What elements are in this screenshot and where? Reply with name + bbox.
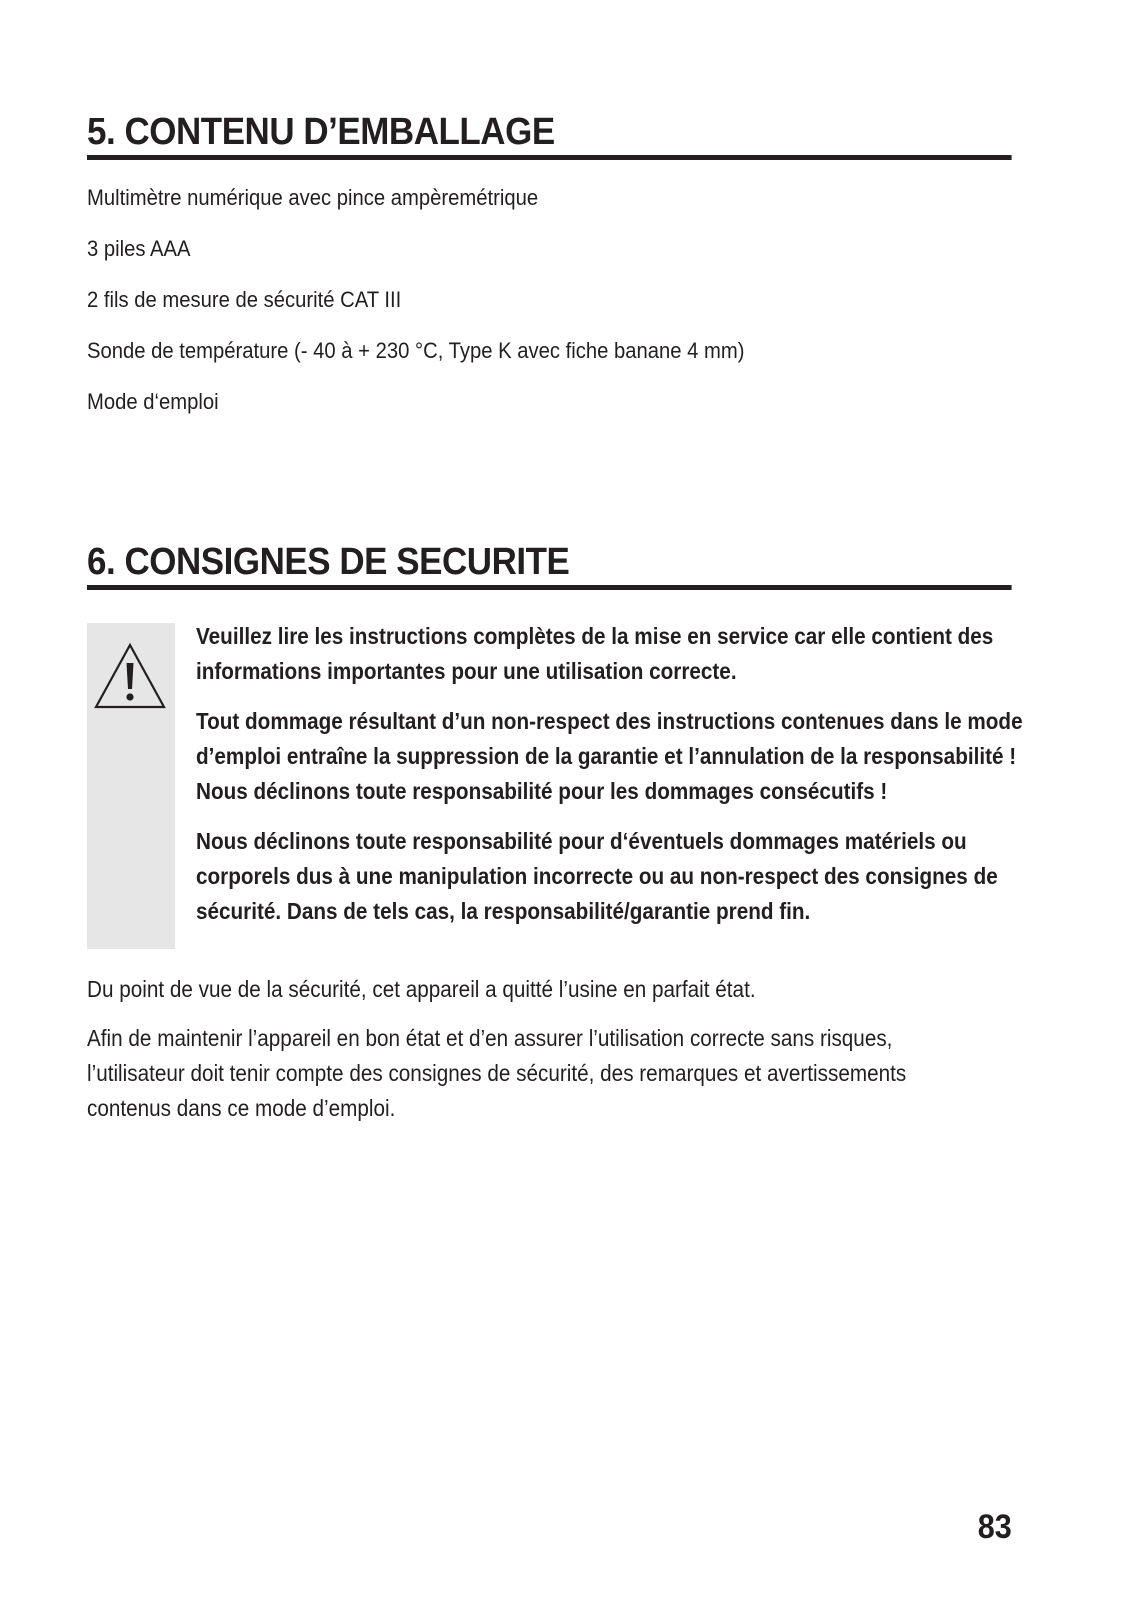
manual-page — [87, 0, 1023, 1600]
page-number: 83 — [977, 1508, 1012, 1546]
list-item: 2 fils de mesure de sécurité CAT III — [87, 287, 402, 312]
body-paragraph: Afin de maintenir l’appareil en bon état et d’en assurer l’utilisation correcte sans risques, l’utilisateur doit tenir compte des consignes de sécurité, des remarques et avertissements contenus dans ce mode d’emploi. — [87, 1025, 907, 1121]
warning-paragraph: Veuillez lire les instructions complètes de la mise en service car elle contient des informations importantes pour une utilisation correcte. — [196, 623, 994, 684]
warning-text — [196, 619, 1036, 944]
warning-paragraph: Nous déclinons toute responsabilité pour d‘éventuels dommages matériels ou corporels dus à une manipulation incorrecte ou au non-respect des consignes de sécurité. Dans de tels cas, la responsabilité/garantie prend fin. — [196, 828, 998, 924]
warning-sidebar — [87, 623, 175, 949]
warning-paragraph: Tout dommage résultant d’un non-respect des instructions contenues dans le mode d’emploi entraîne la suppression de la garantie et l’annulation de la responsabilité ! Nous déclinons toute responsabilité pour les dommages consécutifs ! — [196, 708, 1023, 804]
list-item: 3 piles AAA — [87, 236, 191, 261]
safety-body-text — [87, 972, 987, 1140]
warning-triangle-icon — [92, 641, 168, 711]
list-item: Sonde de température (- 40 à + 230 °C, Type K avec fiche banane 4 mm) — [87, 338, 745, 363]
list-item: Mode d‘emploi — [87, 389, 219, 414]
section-heading-safety: 6. CONSIGNES DE SECURITE — [87, 540, 1012, 590]
body-paragraph: Du point de vue de la sécurité, cet appareil a quitté l’usine en parfait état. — [87, 976, 756, 1002]
section-heading-contents: 5. CONTENU D’EMBALLAGE — [87, 110, 1012, 160]
package-contents-list — [87, 185, 802, 440]
safety-warning-block — [87, 623, 1023, 949]
list-item: Multimètre numérique avec pince ampèremétrique — [87, 185, 539, 210]
